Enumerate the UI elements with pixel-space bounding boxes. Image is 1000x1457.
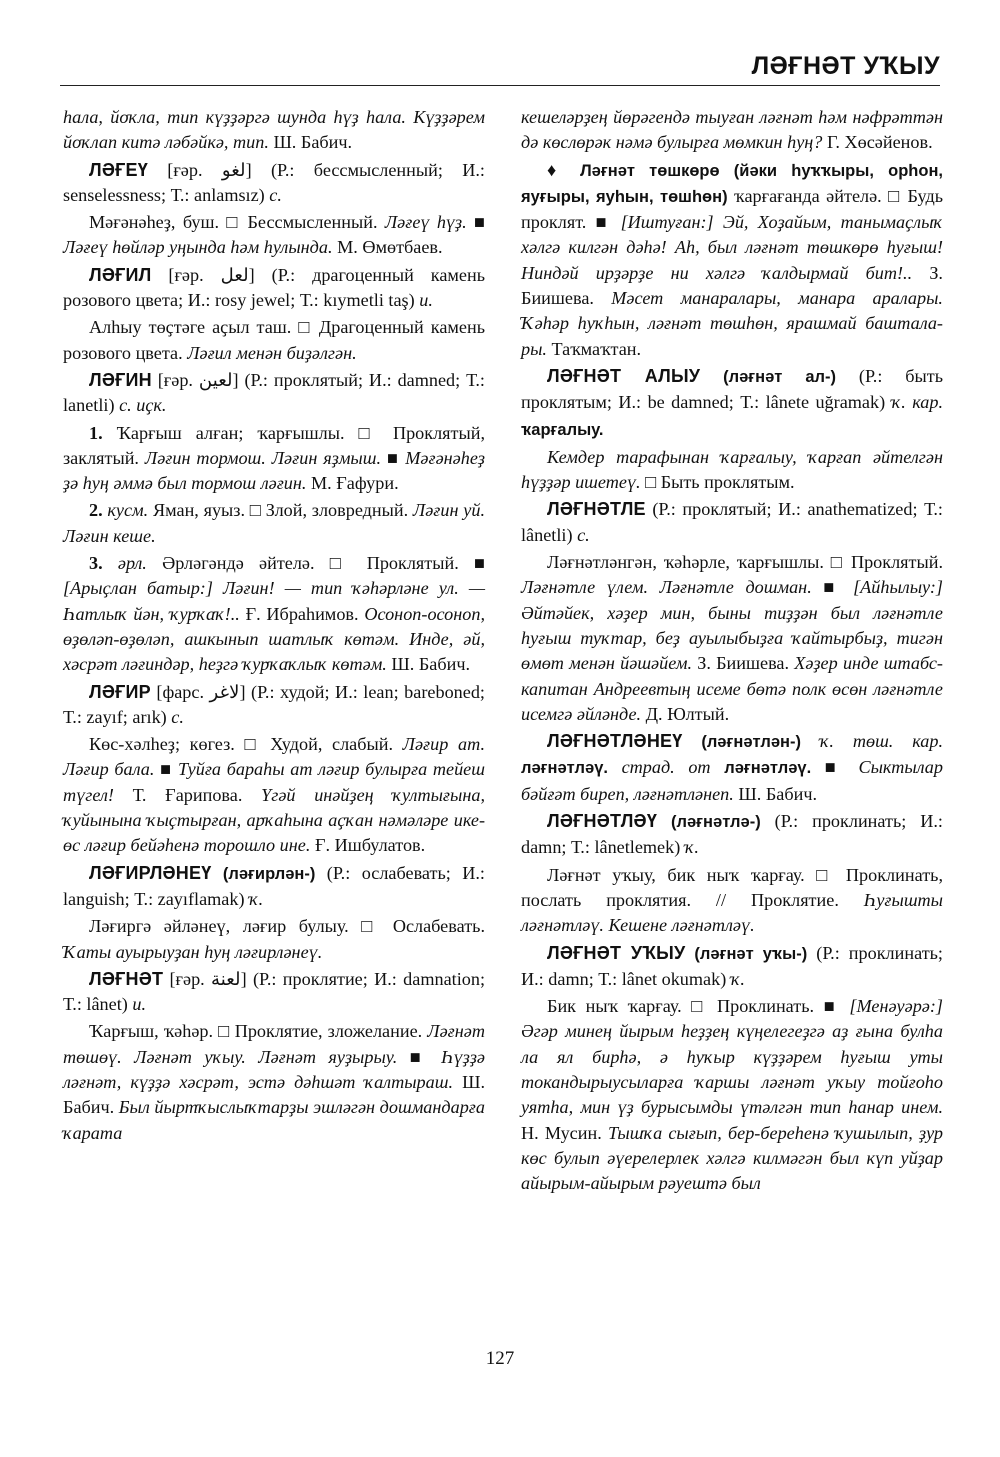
entry-paragraph: Ләғнәтләнгән, ҡәһәрле, ҡарғышлы. □ Проклятый. Ләғнәтле үлем. Ләғнәтле дошман. ■ [Айһылыу:] Әйтәйек, хәҙер мин, быны тиҙҙән был ләғнәтле һуғыш туҡтар, беҙ ауылыбыҙға ҡайтырбыҙ, тигән өмөт менән йәшәйем. З. Биишева. Хәҙер инде штабс-капитан Андреевтың исеме бөтә полк өсөн ләғнәтле исемгә әйләнде. Д. Юлтый. <box>521 552 943 724</box>
entry-paragraph: кешеләрҙең йөрәгендә тыуған ләғнәт һәм нәфрәттән дә көслөрәк нәмә булырға мөмкин һуң? Г. Хөсәйенов. <box>521 107 943 153</box>
entry-headword-laghnatlau: ЛӘҒНӘТЛӘҮ (ләғнәтлә-) (Р.: проклинать; И.: damn; Т.: lânetlemek) ҡ. <box>521 811 943 858</box>
entry-headword-laghnatle: ЛӘҒНӘТЛЕ (Р.: проклятый; И.: anathematized; Т.: lânetli) с. <box>521 499 943 545</box>
entry-headword-laghirlaneu: ЛӘҒИРЛӘНЕҮ (ләғирлән-) (Р.: ослабевать; И.: languish; Т.: zayıflamak) ҡ. <box>63 862 485 909</box>
entry-headword-laghnat: ЛӘҒНӘТ [ғәр. لعنة] (Р.: проклятие; И.: damnation; Т.: lânet) и. <box>63 968 485 1015</box>
entry-sense: 1. Ҡарғыш алған; ҡарғышлы. □ Проклятый, заклятый. Ләғин тормош. Ләғин яҙмыш. ■ Мәғәнәһеҙ ҙә һуң әммә был тормош ләғин. М. Ғафури. <box>63 422 485 494</box>
entry-paragraph: Ләғиргә әйләнеү, ләғир булыу. □ Ослабевать. Ҡаты ауырыуҙан һуң ләғирләнеү. <box>63 916 485 962</box>
entry-headword-laghil: ЛӘҒИЛ [ғәр. لعل] (Р.: драгоценный камень розового цвета; И.: rosy jewel; Т.: kıymetli taş) и. <box>63 264 485 311</box>
entry-headword-laghnatlaneu: ЛӘҒНӘТЛӘНЕҮ (ләғнәтлән-) ҡ. төш. кар. ләғнәтләү. страд. от ләғнәтләү. ■ Сыктылар бәйғәт биреп, ләғнәтләнеп. Ш. Бабич. <box>521 731 943 804</box>
entry-phrase: ♦ Ләғнәт төшкөрө (йәки һуҡҡыры, орһон, яуғыры, яуһын, төшһөн) ҡарғағанда әйтелә. □ Будь проклят. ■ [Иштуған:] Эй, Хоҙайым, танымаҫлыҡ хәлгә килгән дәһә! Ah, был ләғнәт төшкөрө һуғыш! Ниндәй ирҙәрҙе ни хәлгә ҡалдырмай бит!.. З. Биишева. Мәсет манаралары, манара аралары. Ҡәһәр һуҡһын, ләғнәт төшһөн, ярашмай баштала-ры. Таҡмаҡтан. <box>521 159 943 359</box>
page-title: ЛӘҒНӘТ УҠЫУ <box>751 52 940 80</box>
entry-headword-lagheu: ЛӘҒЕҮ [ғәр. لغو] (Р.: бессмысленный; И.: senselessness; Т.: anlamsız) с. <box>63 159 485 205</box>
running-header <box>60 50 940 88</box>
right-column <box>521 105 943 1198</box>
entry-paragraph: Бик ныҡ ҡарғау. □ Проклинать. ■ [Менәуәрә:] Әгәр минең йырым һеҙҙең күңелегеҙгә аҙ ғына булһа ла ял бирһә, ә һуҡыр күҙҙәрем һуғыш уты токандырыусыларға ҡаршы ләғнәт уҡыу тойғоһо уятһа, мин үҙ бурысымды үтәлгән тип һанар инем. Н. Мусин. Тышҡа сығып, бер-береһенә ҡушылып, ҙур көс булып әүерелерлек хәлгә килмәгән был күп уйҙар айырым-айырым рәуештә был <box>521 996 943 1194</box>
entry-sense: 3. әрл. Әрләгәндә әйтелә. □ Проклятый. ■ [Арыҫлан батыр:] Ләғин! — тип ҡәһәрләне ул. — Һатлыҡ йән, ҡурҡаҡ!.. Ғ. Ибраһимов. Осоноп-осоноп, өҙөләп-өҙөләп, ашкынып шатлыҡ көтәм. Инде, әй, хәсрәт ләғиндәр, һеҙгә ҡурҡаҡлыҡ көтәм. Ш. Бабич. <box>63 553 486 675</box>
entry-headword-laghin: ЛӘҒИН [ғәр. لعين] (Р.: проклятый; И.: damned; Т.: lanetli) с. иҫк. <box>63 369 485 416</box>
entry-paragraph: Алһыу төҫтәге аҫыл таш. □ Драгоценный камень розового цвета. Ләғил менән биҙәлгән. <box>63 317 485 363</box>
left-column <box>63 105 485 1148</box>
entry-headword-laghnat-alyu: ЛӘҒНӘТ АЛЫУ (ләғнәт ал-) (Р.: быть проклятым; И.: be damned; Т.: lânete uğramak) ҡ. кар. ҡарғалыу. <box>521 365 943 439</box>
entry-headword-laghir: ЛӘҒИР [фарс. لاغر] (Р.: худой; И.: lean; bareboned; Т.: zayıf; arık) с. <box>63 681 485 727</box>
entry-paragraph: Ләғнәт уҡыу, бик ныҡ ҡарғау. □ Проклинать, послать проклятия. // Проклятие. Һуғышты ләғнәтләү. Кешене ләғнәтләү. <box>521 864 943 936</box>
page-number: 127 <box>485 1348 515 1369</box>
entry-paragraph: Мәғәнәһеҙ, буш. □ Бессмысленный. Ләғеү һүҙ. ■ Ләғеү һөйләр уңында һәм һулында. М. Өмөтбаев. <box>63 212 485 258</box>
entry-paragraph: Көс-хәлһеҙ; көгез. □ Худой, слабый. Ләғир ат. Ләғир бала. ■ Туйға бараһы ат ләғир булырға тейеш түгел! Т. Ғарипова. Үгәй инәйҙең ҡултығына, ҡуйынына ҡыҫтырған, арҡаһына аҫҡан нәмәләре ике-өс ләғир бейәһенә торошло ине. Ғ. Ишбулатов. <box>63 734 486 856</box>
entry-sense: 2. кусм. Яман, яуыз. □ Злой, зловредный. Ләғин уй. Ләғин кеше. <box>63 500 485 546</box>
header-rule <box>60 85 940 86</box>
entry-paragraph: Кемдер тарафынан ҡарғалыу, ҡарғап әйтелгән һүҙҙәр ишетеү. □ Быть проклятым. <box>521 446 943 493</box>
entry-paragraph: Ҡарғыш, ҡәһәр. □ Проклятие, зложелание. Ләғнәт төшөү. Ләғнәт уҡыу. Ләғнәт яуҙырыу. ■ Һүҙҙә ләғнәт, күҙҙә хәсрәт, эстә дәһшәт ҡалтыраш. Ш. Бабич. Был йыртҡыслыҡтарҙы эшләгән дошмандарға ҡарата <box>63 1021 485 1143</box>
entry-paragraph: һала, йоҡла, тип күҙҙәргә шунда һүҙ һала. Күҙҙәрем йоҡлап китә ләбәйкә, тип. Ш. Бабич. <box>63 107 485 153</box>
entry-headword-laghnat-ukyu: ЛӘҒНӘТ УҠЫУ (ләғнәт уҡы-) (Р.: проклинать; И.: damn; Т.: lânet okumak) ҡ. <box>521 942 943 989</box>
